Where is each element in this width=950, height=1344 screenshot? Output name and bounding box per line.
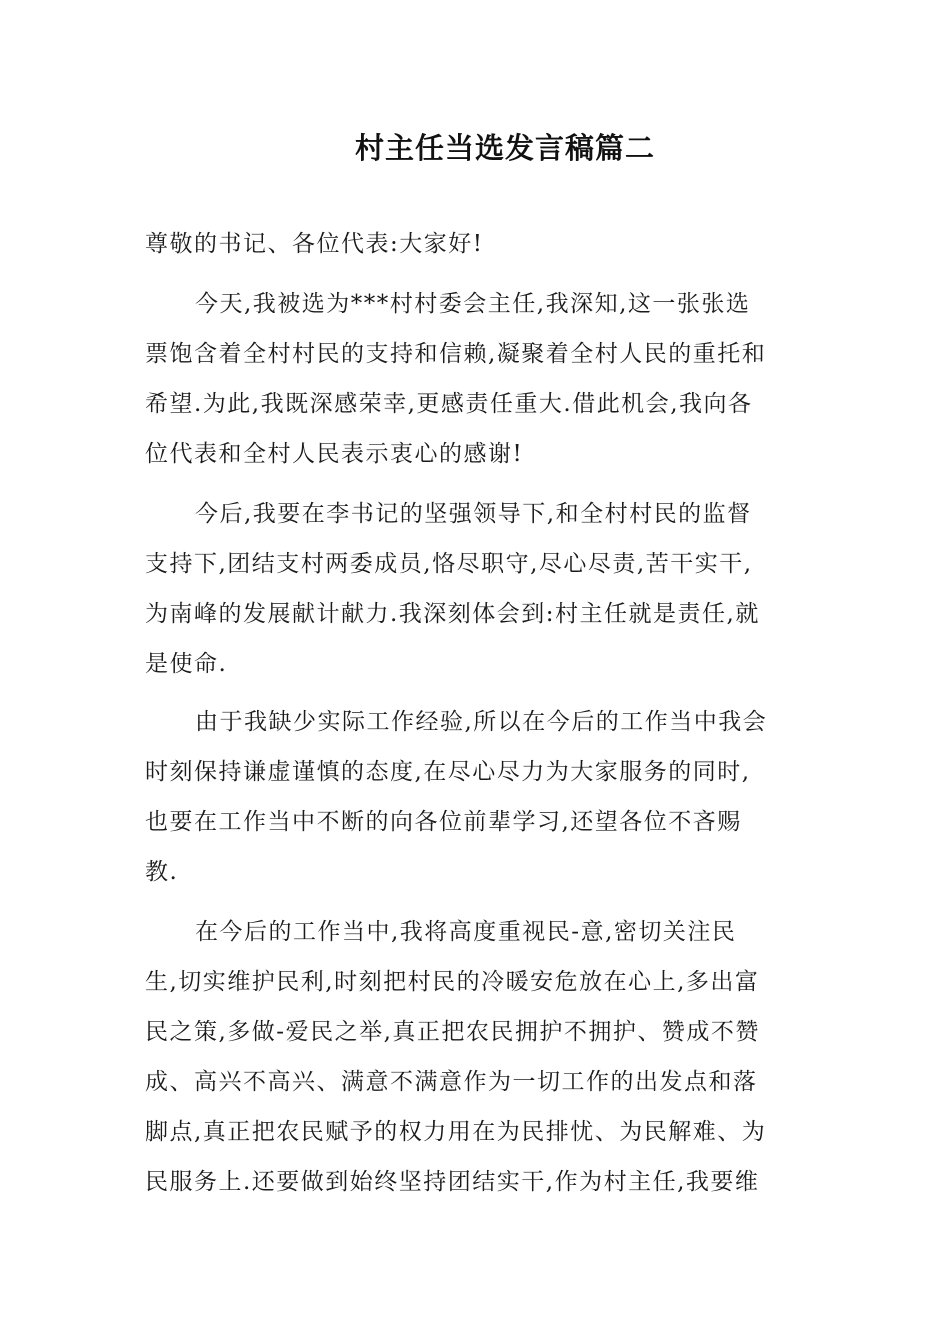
body-line: 票饱含着全村村民的支持和信赖,凝聚着全村人民的重托和 (145, 341, 767, 367)
body-line: 民之策,多做-爱民之举,真正把农民拥护不拥护、赞成不赞 (145, 1019, 760, 1045)
body-line: 教. (145, 859, 179, 885)
body-line: 今后,我要在李书记的坚强领导下,和全村村民的监督 (195, 501, 752, 527)
body-line: 时刻保持谦虚谨慎的态度,在尽心尽力为大家服务的同时, (145, 759, 751, 785)
body-line: 希望.为此,我既深感荣幸,更感责任重大.借此机会,我向各 (145, 391, 753, 417)
body-line: 在今后的工作当中,我将高度重视民-意,密切关注民 (195, 919, 737, 945)
body-line: 由于我缺少实际工作经验,所以在今后的工作当中我会 (195, 709, 768, 735)
body-line: 民服务上.还要做到始终坚持团结实干,作为村主任,我要维 (145, 1169, 760, 1195)
body-line: 生,切实维护民利,时刻把村民的冷暖安危放在心上,多出富 (145, 969, 760, 995)
body-line: 成、高兴不高兴、满意不满意作为一切工作的出发点和落 (145, 1069, 758, 1095)
document-title: 村主任当选发言稿篇二 (354, 131, 655, 165)
body-line: 也要在工作当中不断的向各位前辈学习,还望各位不吝赐 (145, 809, 742, 835)
body-line: 支持下,团结支村两委成员,恪尽职守,尽心尽责,苦干实干, (145, 551, 753, 577)
body-line: 位代表和全村人民表示衷心的感谢! (145, 441, 524, 467)
body-line: 今天,我被选为***村村委会主任,我深知,这一张张选 (195, 291, 751, 317)
body-line: 是使命. (145, 651, 228, 677)
body-line: 为南峰的发展献计献力.我深刻体会到:村主任就是责任,就 (145, 601, 760, 627)
body-line: 脚点,真正把农民赋予的权力用在为民排忧、为民解难、为 (145, 1119, 767, 1145)
body-line: 尊敬的书记、各位代表:大家好! (145, 231, 484, 257)
